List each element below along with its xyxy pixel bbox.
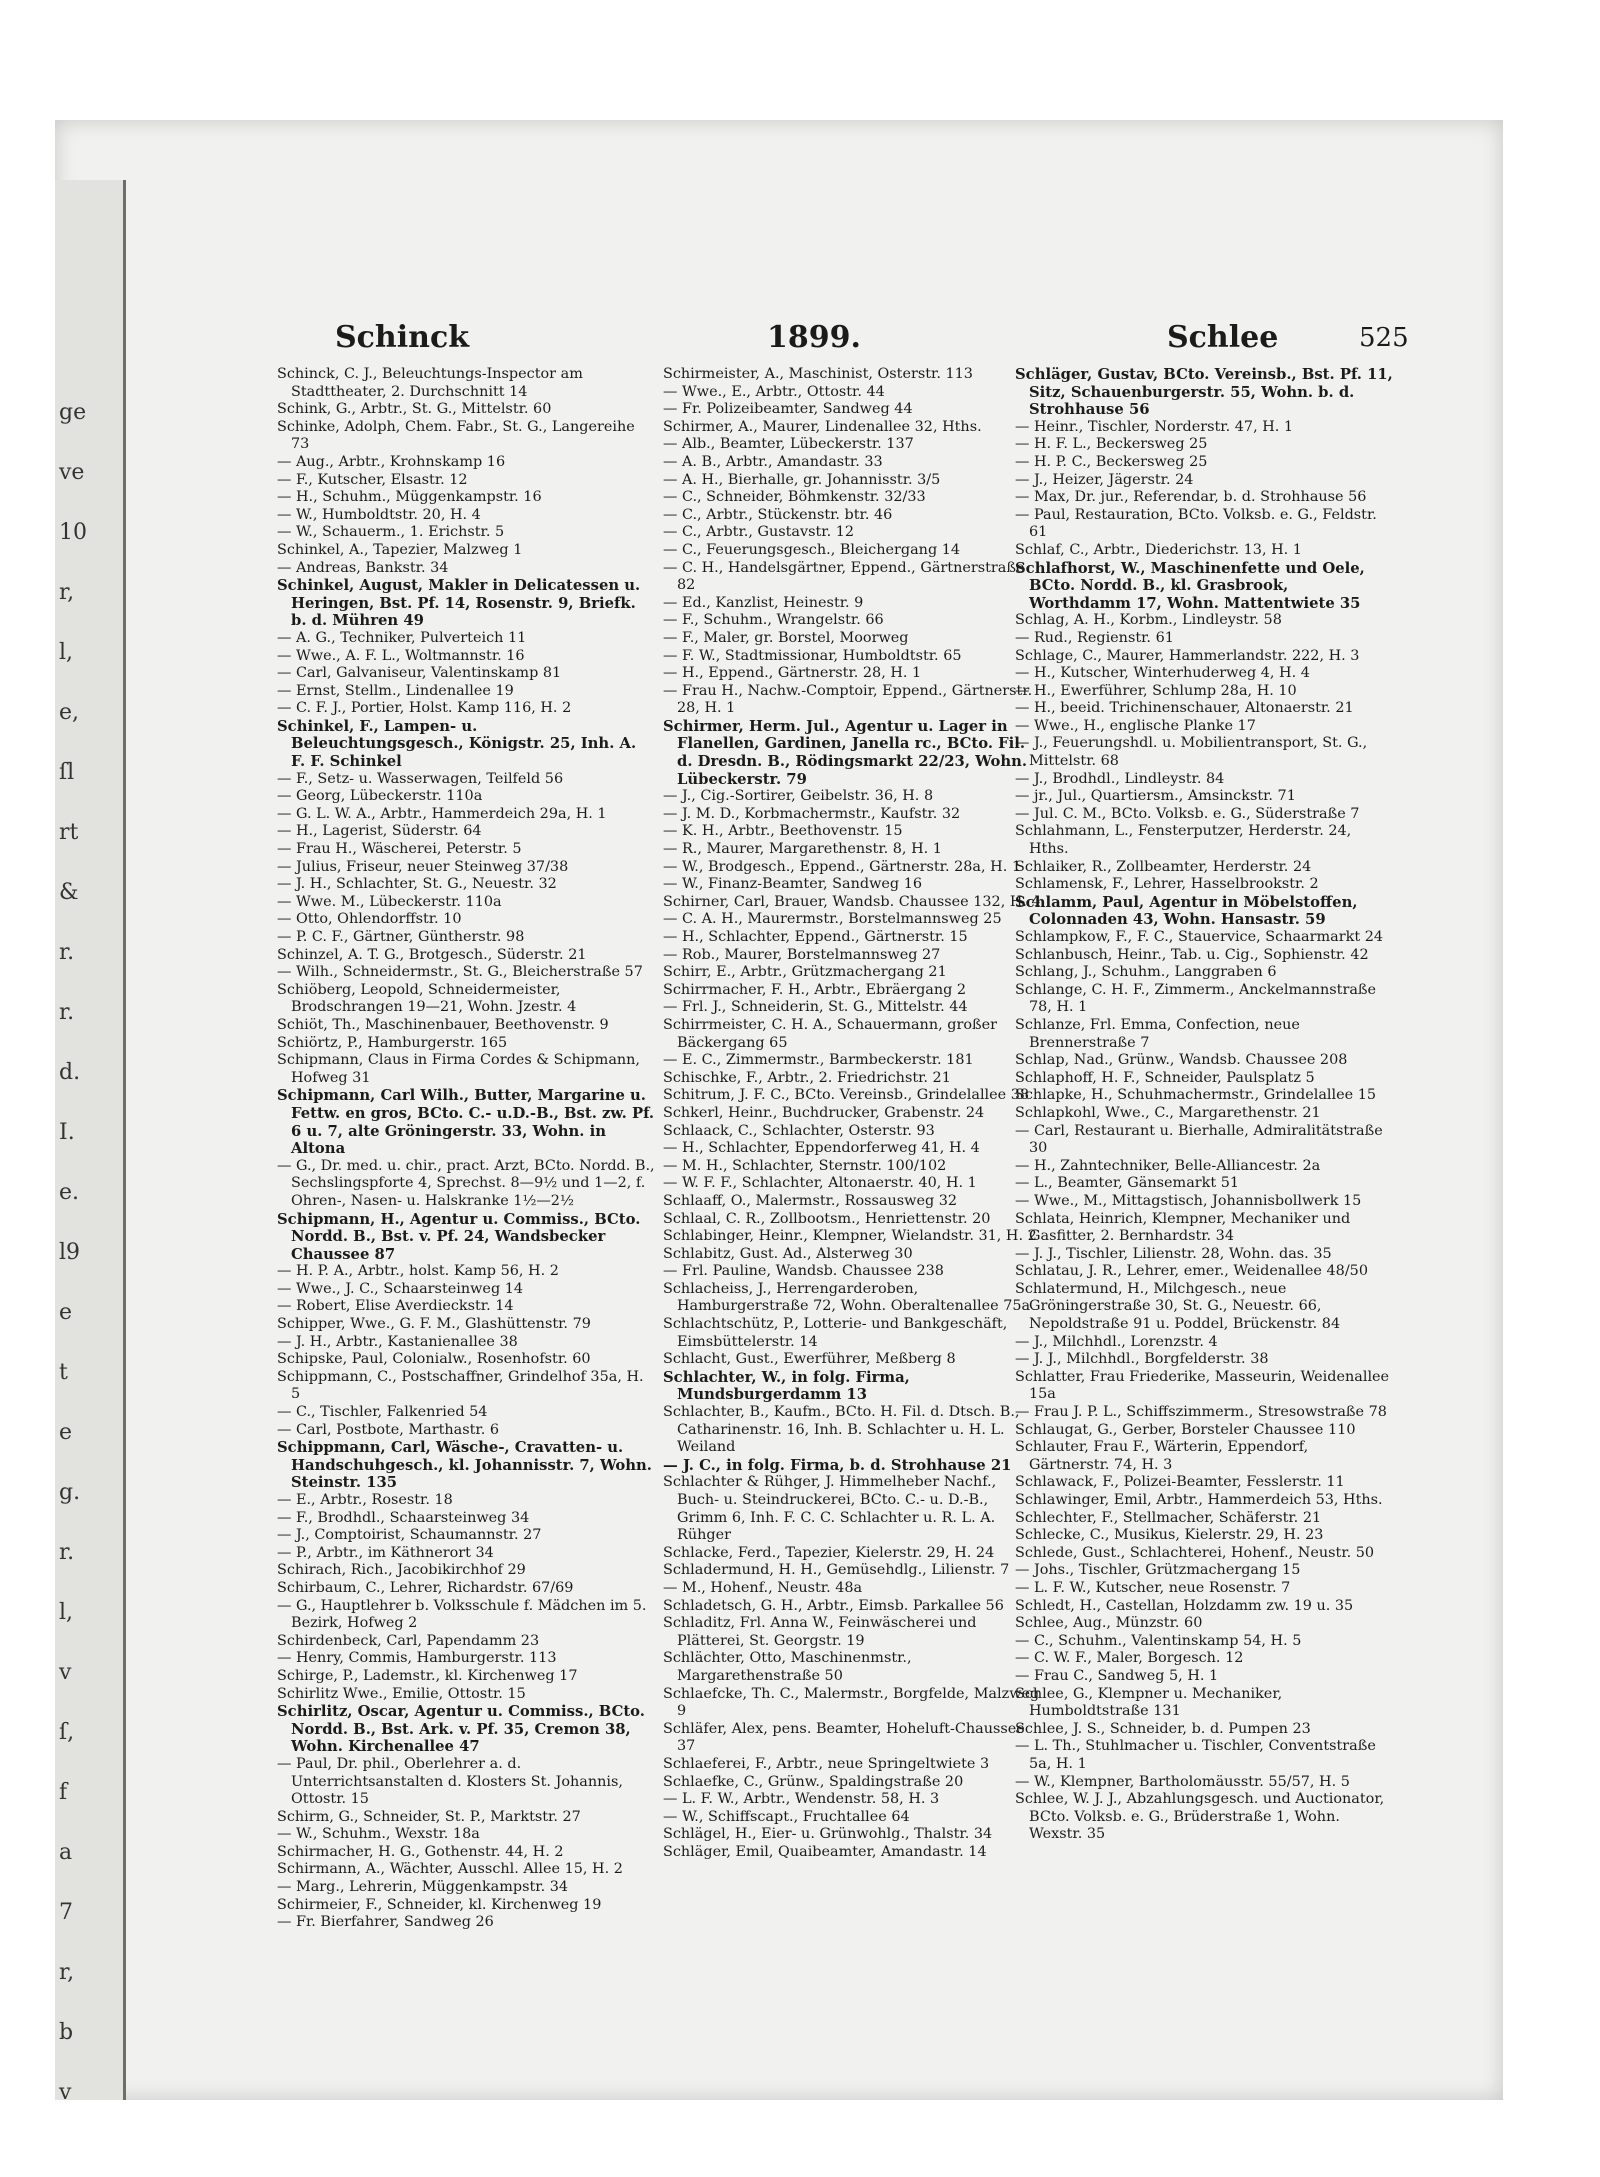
directory-entry: Schirlitz Wwe., Emilie, Ottostr. 15	[277, 1685, 526, 1702]
directory-entry: Schippmann, C., Postschaffner, Grindelhof 35a, H. 5	[277, 1368, 644, 1403]
directory-entry: — Heinr., Tischler, Norderstr. 47, H. 1	[1015, 418, 1294, 435]
directory-entry: Schirmeister, A., Maschinist, Osterstr. 113	[663, 366, 973, 382]
directory-entry: Schlachter & Rühger, J. Himmelheber Nachf., Buch- u. Steindruckerei, BCto. C.- u. D.-B., Grimm 6, Inh. F. C. C. Schlachter u. R. L. A. Rühger	[663, 1474, 997, 1544]
directory-entry: — L. F. W., Kutscher, neue Rosenstr. 7	[1015, 1579, 1291, 1596]
previous-page-fragment: r,	[59, 580, 75, 605]
directory-entry: Schläger, Gustav, BCto. Vereinsb., Bst. Pf. 11, Sitz, Schauenburgerstr. 55, Wohn. b. d. Strohhause 56	[1015, 366, 1393, 419]
directory-entry: — C. F. J., Portier, Holst. Kamp 116, H. 2	[277, 700, 572, 717]
directory-entry: — Ernst, Stellm., Lindenallee 19	[277, 682, 514, 699]
directory-entry: — C., Feuerungsgesch., Bleichergang 14	[663, 541, 961, 558]
directory-entry: — Carl, Galvaniseur, Valentinskamp 81	[277, 665, 562, 682]
header-year: 1899.	[767, 320, 861, 355]
directory-entry: — Frl. J., Schneiderin, St. G., Mittelstr. 44	[663, 999, 968, 1016]
directory-entry: — A. H., Bierhalle, gr. Johannisstr. 3/5	[663, 471, 941, 488]
directory-entry: Schirrmeister, C. H. A., Schauermann, großer Bäckergang 65	[663, 1016, 998, 1051]
directory-entry: — Robert, Elise Averdieckstr. 14	[277, 1298, 514, 1315]
directory-entry: — Paul, Restauration, BCto. Volksb. e. G., Feldstr. 61	[1015, 506, 1377, 541]
directory-entry: — Frau H., Nachw.-Comptoir, Eppend., Gärtnerstr. 28, H. 1	[663, 682, 1033, 717]
directory-entry: Schlanbusch, Heinr., Tab. u. Cig., Sophienstr. 42	[1015, 946, 1369, 963]
directory-entry: Schirdenbeck, Carl, Papendamm 23	[277, 1632, 540, 1649]
directory-entry: Schitrum, J. F. C., BCto. Vereinsb., Grindelallee 38	[663, 1087, 1030, 1104]
previous-page-fragment: l,	[59, 640, 74, 665]
directory-entry: — W. F. F., Schlachter, Altonaerstr. 40, H. 1	[663, 1175, 977, 1192]
directory-entry: Schlampkow, F., F. C., Stauervice, Schaarmarkt 24	[1015, 929, 1384, 945]
directory-entry: Schirmer, Herm. Jul., Agentur u. Lager in Flanellen, Gardinen, Janella rc., BCto. Fil. d. Dresdn. B., Rödingsmarkt 22/23, Wohn. Lübeckerstr. 79	[663, 717, 1028, 788]
directory-entry: Schipmann, H., Agentur u. Commiss., BCto. Nordd. B., Bst. v. Pf. 24, Wandsbecker Chaussee 87	[277, 1210, 641, 1263]
directory-entry: — A. B., Arbtr., Amandastr. 33	[663, 453, 883, 470]
previous-page-fragment: 7	[59, 1900, 73, 1925]
directory-entry: — H. F. L., Beckersweg 25	[1015, 436, 1208, 453]
directory-entry: Schläger, Emil, Quaibeamter, Amandastr. 14	[663, 1843, 987, 1860]
directory-entry: Schischke, F., Arbtr., 2. Friedrichstr. 21	[663, 1069, 951, 1086]
previous-page-fragment: r.	[59, 1540, 75, 1565]
directory-entry: — J., Milchhdl., Lorenzstr. 4	[1015, 1333, 1218, 1350]
directory-entry: Schlang, J., Schuhm., Langgraben 6	[1015, 964, 1277, 981]
directory-entry: — Wwe., J. C., Schaarsteinweg 14	[277, 1280, 524, 1297]
previous-page-fragment: &	[59, 880, 79, 905]
directory-entry: — Johs., Tischler, Grützmachergang 15	[1015, 1562, 1301, 1579]
directory-entry: — J. C., in folg. Firma, b. d. Strohhause 21	[663, 1456, 1012, 1474]
directory-entry: — J., Feuerungshdl. u. Mobilientransport, St. G., Mittelstr. 68	[1015, 735, 1368, 770]
directory-entry: Schirner, Carl, Brauer, Wandsb. Chaussee 132, H. 4	[663, 893, 1041, 910]
directory-entry: — Jul. C. M., BCto. Volksb. e. G., Süderstraße 7	[1015, 805, 1360, 822]
directory-entry: Schipmann, Carl Wilh., Butter, Margarine u. Fettw. en gros, BCto. C.- u.D.-B., Bst. zw. Pf. 6 u. 7, alte Gröningerstr. 33, Wohn. in Altona	[277, 1087, 655, 1158]
directory-entry: — Carl, Postbote, Marthastr. 6	[277, 1421, 500, 1438]
directory-entry: — H., Kutscher, Winterhuderweg 4, H. 4	[1015, 665, 1310, 682]
directory-entry: — H., beeid. Trichinenschauer, Altonaerstr. 21	[1015, 700, 1354, 717]
directory-entry: — Carl, Restaurant u. Bierhalle, Admiralitätstraße 30	[1015, 1122, 1383, 1157]
directory-entry: Schlap, Nad., Grünw., Wandsb. Chaussee 208	[1015, 1052, 1348, 1069]
directory-entry: Schlaeferei, F., Arbtr., neue Springeltwiete 3	[663, 1755, 990, 1772]
directory-entry: Schiörtz, P., Hamburgerstr. 165	[277, 1034, 508, 1051]
directory-entry: — F., Brodhdl., Schaarsteinweg 34	[277, 1509, 530, 1526]
directory-entry: Schläfer, Alex, pens. Beamter, Hoheluft-Chaussee 37	[663, 1720, 1025, 1755]
directory-entry: — J. J., Tischler, Lilienstr. 28, Wohn. das. 35	[1015, 1245, 1332, 1262]
directory-entry: Schlacheiss, J., Herrengarderoben, Hamburgerstraße 72, Wohn. Oberaltenallee 75a	[663, 1280, 1031, 1315]
directory-entry: Schipske, Paul, Colonialw., Rosenhofstr. 60	[277, 1351, 591, 1368]
previous-page-fragment: 10	[59, 520, 87, 545]
directory-entry: Schirge, P., Lademstr., kl. Kirchenweg 17	[277, 1667, 578, 1684]
directory-entry: — Ed., Kanzlist, Heinestr. 9	[663, 594, 864, 611]
directory-entry: — Aug., Arbtr., Krohnskamp 16	[277, 453, 506, 470]
directory-entry: Schlaefke, C., Grünw., Spaldingstraße 20	[663, 1773, 964, 1790]
directory-entry: — L. Th., Stuhlmacher u. Tischler, Conventstraße 5a, H. 1	[1015, 1738, 1376, 1772]
directory-entry: — H., Zahntechniker, Belle-Alliancestr. 2a	[1015, 1157, 1321, 1174]
directory-entry: — E. C., Zimmermstr., Barmbeckerstr. 181	[663, 1052, 974, 1069]
directory-entry: Schlabinger, Heinr., Klempner, Wielandstr. 31, H. 2	[663, 1228, 1037, 1245]
directory-entry: Schlede, Gust., Schlachterei, Hohenf., Neustr. 50	[1015, 1544, 1375, 1561]
directory-entry: — H. P. C., Beckersweg 25	[1015, 453, 1208, 470]
previous-page-fragment: v	[59, 1660, 72, 1685]
previous-page-fragment: e	[59, 1300, 73, 1325]
directory-entry: — G., Dr. med. u. chir., pract. Arzt, BCto. Nordd. B., Sechslingspforte 4, Sprechst. 8—9½ und 1—2, f. Ohren-, Nasen- u. Halskranke 1½—2½	[277, 1157, 655, 1209]
directory-entry: — C. W. F., Maler, Borgesch. 12	[1015, 1650, 1244, 1667]
directory-entry: Schlawinger, Emil, Arbtr., Hammerdeich 53, Hths.	[1015, 1492, 1383, 1508]
directory-entry: Schlauter, Frau F., Wärterin, Eppendorf, Gärtnerstr. 74, H. 3	[1015, 1439, 1309, 1473]
directory-entry: — F., Kutscher, Elsastr. 12	[277, 471, 468, 488]
directory-entry: Schlecke, C., Musikus, Kielerstr. 29, H. 23	[1015, 1527, 1324, 1544]
directory-entry: Schinck, C. J., Beleuchtungs-Inspector am Stadttheater, 2. Durchschnitt 14	[277, 366, 583, 400]
directory-entry: Schlacke, Ferd., Tapezier, Kielerstr. 29, H. 24	[663, 1544, 995, 1561]
directory-entry: — Wilh., Schneidermstr., St. G., Bleicherstraße 57	[277, 964, 643, 981]
directory-entry: — Frau H., Wäscherei, Peterstr. 5	[277, 841, 522, 858]
directory-entry: — C., Arbtr., Stückenstr. btr. 46	[663, 506, 893, 523]
directory-entry: Schlag, A. H., Korbm., Lindleystr. 58	[1015, 612, 1282, 629]
directory-entry: Schinke, Adolph, Chem. Fabr., St. G., Langereihe 73	[277, 418, 635, 453]
previous-page-fragment: r.	[59, 940, 75, 965]
directory-entry: Schirmeier, F., Schneider, kl. Kirchenweg 19	[277, 1896, 602, 1913]
previous-page-fragment: rt	[59, 820, 79, 845]
directory-entry: Schlata, Heinrich, Klempner, Mechaniker und Gasfitter, 2. Bernhardstr. 34	[1015, 1210, 1351, 1245]
directory-entry: — L. F. W., Arbtr., Wendenstr. 58, H. 3	[663, 1791, 940, 1808]
directory-entry: — H., Lagerist, Süderstr. 64	[277, 823, 482, 840]
previous-page-fragment: l9	[59, 1240, 81, 1265]
directory-entry: — Frau C., Sandweg 5, H. 1	[1015, 1667, 1219, 1684]
directory-entry: Schlange, C. H. F., Zimmerm., Anckelmannstraße 78, H. 1	[1015, 981, 1377, 1016]
page-header	[277, 320, 1409, 364]
directory-entry: — C., Tischler, Falkenried 54	[277, 1404, 488, 1421]
directory-entry: — Fr. Polizeibeamter, Sandweg 44	[663, 401, 913, 418]
directory-entry: Schiöt, Th., Maschinenbauer, Beethovenstr. 9	[277, 1016, 609, 1033]
directory-entry: — W., Klempner, Bartholomäusstr. 55/57, H. 5	[1015, 1773, 1350, 1790]
directory-entry: Schkerl, Heinr., Buchdrucker, Grabenstr. 24	[663, 1104, 985, 1121]
directory-entry: Schlee, G., Klempner u. Mechaniker, Humboldtstraße 131	[1015, 1685, 1283, 1720]
previous-page-fragment: d.	[59, 1060, 81, 1085]
previous-page-fragment: g.	[59, 1480, 81, 1505]
previous-page-fragment: ge	[59, 400, 87, 425]
previous-page-fragment: e,	[59, 700, 80, 725]
directory-entry: Schlamensk, F., Lehrer, Hasselbrookstr. 2	[1015, 876, 1319, 893]
directory-entry: — G., Hauptlehrer b. Volksschule f. Mädchen im 5. Bezirk, Hofweg 2	[277, 1597, 647, 1632]
directory-entry: Schlaphoff, H. F., Schneider, Paulsplatz 5	[1015, 1069, 1315, 1086]
previous-page-fragment: l,	[59, 1600, 74, 1625]
directory-entry: — J. H., Schlachter, St. G., Neuestr. 32	[277, 876, 557, 893]
directory-entry: Schlamm, Paul, Agentur in Möbelstoffen, Colonnaden 43, Wohn. Hansastr. 59	[1015, 893, 1358, 929]
directory-entry: — J. H., Arbtr., Kastanienallee 38	[277, 1333, 518, 1350]
directory-entry: — H., Ewerführer, Schlump 28a, H. 10	[1015, 682, 1297, 699]
directory-entry: — H., Schlachter, Eppend., Gärtnerstr. 15	[663, 929, 968, 945]
directory-entry: — Frl. Pauline, Wandsb. Chaussee 238	[663, 1263, 944, 1280]
previous-page-fragment: v	[59, 2080, 72, 2100]
directory-entry: — Fr. Bierfahrer, Sandweg 26	[277, 1914, 494, 1931]
directory-entry: — Alb., Beamter, Lübeckerstr. 137	[663, 436, 914, 453]
directory-entry: Schirmacher, H. G., Gothenstr. 44, H. 2	[277, 1843, 564, 1860]
directory-entry: — K. H., Arbtr., Beethovenstr. 15	[663, 823, 903, 840]
directory-entry: — P., Arbtr., im Käthnerort 34	[277, 1544, 494, 1561]
directory-entry: Schinkel, F., Lampen- u. Beleuchtungsgesch., Königstr. 25, Inh. A. F. F. Schinkel	[277, 717, 637, 771]
directory-entry: — Marg., Lehrerin, Müggenkampstr. 34	[277, 1879, 569, 1896]
directory-entry: Schlafhorst, W., Maschinenfette und Oele, BCto. Nordd. B., kl. Grasbrook, Worthdamm 17, Wohn. Mattentwiete 35	[1015, 559, 1365, 612]
directory-entry: — C., Schneider, Böhmkenstr. 32/33	[663, 489, 926, 506]
directory-entry: — J., Comptoirist, Schaumannstr. 27	[277, 1527, 542, 1544]
directory-entry: — M., Hohenf., Neustr. 48a	[663, 1579, 863, 1596]
directory-entry: — Henry, Commis, Hamburgerstr. 113	[277, 1650, 557, 1667]
directory-entry: Schlahmann, L., Fensterputzer, Herderstr. 24, Hths.	[1015, 823, 1352, 858]
directory-entry: — Andreas, Bankstr. 34	[277, 559, 449, 576]
directory-entry: Schlaaff, O., Malermstr., Rossausweg 32	[663, 1192, 958, 1209]
directory-entry: — Wwe., H., englische Planke 17	[1015, 717, 1256, 734]
directory-entry: Schirlitz, Oscar, Agentur u. Commiss., BCto. Nordd. B., Bst. Ark. v. Pf. 35, Cremon 38, Wohn. Kirchenallee 47	[277, 1703, 645, 1756]
directory-entry: Schirr, E., Arbtr., Grützmachergang 21	[663, 964, 947, 981]
directory-entry: — E., Arbtr., Rosestr. 18	[277, 1492, 453, 1508]
directory-entry: — W., Finanz-Beamter, Sandweg 16	[663, 876, 923, 893]
directory-entry: Schlee, W. J. J., Abzahlungsgesch. und Auctionator, BCto. Volksb. e. G., Brüderstraße 1, Wohn. Wexstr. 35	[1015, 1791, 1385, 1843]
directory-entry: — Wwe., E., Arbtr., Ottostr. 44	[663, 383, 885, 400]
directory-entry: — C. A. H., Maurermstr., Borstelmannsweg 25	[663, 911, 1002, 928]
directory-entry: — Wwe., A. F. L., Woltmannstr. 16	[277, 647, 525, 664]
directory-entry: Schlaefcke, Th. C., Malermstr., Borgfelde, Malzweg 9	[663, 1685, 1040, 1720]
directory-entry: Schipmann, Claus in Firma Cordes & Schipmann, Hofweg 31	[277, 1052, 641, 1086]
directory-entry: Schiöberg, Leopold, Schneidermeister, Brodschrangen 19—21, Wohn. Jzestr. 4	[277, 981, 577, 1016]
directory-entry: — A. G., Techniker, Pulverteich 11	[277, 629, 527, 646]
directory-entry: Schlaugat, G., Gerber, Borsteler Chaussee 110	[1015, 1421, 1356, 1438]
directory-entry: Schinkel, A., Tapezier, Malzweg 1	[277, 541, 523, 558]
directory-entry: Schippmann, Carl, Wäsche-, Cravatten- u. Handschuhgesch., kl. Johannisstr. 7, Wohn. Steinstr. 135	[277, 1439, 652, 1492]
directory-entry: — Wwe., M., Mittagstisch, Johannisbollwerk 15	[1015, 1192, 1362, 1209]
directory-entry: Schlägel, H., Eier- u. Grünwohlg., Thalstr. 34	[663, 1826, 993, 1843]
directory-entry: — Max, Dr. jur., Referendar, b. d. Strohhause 56	[1015, 489, 1367, 506]
previous-page-fragment: e	[59, 1420, 73, 1445]
previous-page-fragment: ſl	[59, 760, 75, 785]
directory-entry: — P. C. F., Gärtner, Güntherstr. 98	[277, 929, 525, 945]
previous-page-fragment: t	[59, 1360, 68, 1385]
directory-entry: — H., Eppend., Gärtnerstr. 28, H. 1	[663, 665, 922, 682]
directory-entry: Schlawack, F., Polizei-Beamter, Fesslerstr. 11	[1015, 1474, 1345, 1491]
directory-entry: — Rud., Regienstr. 61	[1015, 629, 1174, 646]
directory-entry: Schirmann, A., Wächter, Ausschl. Allee 15, H. 2	[277, 1861, 623, 1878]
directory-entry: Schlanze, Frl. Emma, Confection, neue Brennerstraße 7	[1015, 1016, 1300, 1051]
previous-page-fragment: a	[59, 1840, 73, 1865]
previous-page-fragment: e.	[59, 1180, 80, 1205]
directory-entry: — C. H., Handelsgärtner, Eppend., Gärtnerstraße 82	[663, 559, 1025, 594]
directory-entry: Schirbaum, C., Lehrer, Richardstr. 67/69	[277, 1579, 574, 1596]
directory-entry: — F., Schuhm., Wrangelstr. 66	[663, 612, 884, 629]
column-2	[663, 366, 1041, 2100]
previous-page-fragment: r,	[59, 1960, 75, 1985]
directory-entry: Schlapke, H., Schuhmachermstr., Grindelallee 15	[1015, 1087, 1377, 1104]
directory-entry: Schipper, Wwe., G. F. M., Glashüttenstr. 79	[277, 1316, 591, 1333]
directory-entry: Schladitz, Frl. Anna W., Feinwäscherei und Plätterei, St. Georgstr. 19	[663, 1615, 977, 1649]
directory-page	[55, 120, 1503, 2100]
directory-entry: Schladermund, H. H., Gemüsehdlg., Lilienstr. 7	[663, 1562, 1010, 1579]
page-number: 525	[1359, 323, 1409, 353]
directory-entry: Schlachter, W., in folg. Firma, Mundsburgerdamm 13	[663, 1368, 910, 1404]
directory-entry: — H. P. A., Arbtr., holst. Kamp 56, H. 2	[277, 1263, 559, 1280]
directory-entry: Schlachtschütz, P., Lotterie- und Bankgeschäft, Eimsbüttelerstr. 14	[663, 1316, 1008, 1350]
directory-entry: Schlatter, Frau Friederike, Masseurin, Weidenallee 15a	[1015, 1368, 1390, 1403]
previous-page-fragment: f	[59, 1780, 68, 1805]
directory-entry: Schirach, Rich., Jacobikirchhof 29	[277, 1562, 526, 1579]
directory-entry: Schlaiker, R., Zollbeamter, Herderstr. 24	[1015, 858, 1312, 875]
directory-entry: Schlatermund, H., Milchgesch., neue Gröningerstraße 30, St. G., Neuestr. 66, Nepoldstraße 91 u. Poddel, Brückenstr. 84	[1015, 1280, 1341, 1333]
directory-entry: — F., Maler, gr. Borstel, Moorweg	[663, 629, 909, 646]
directory-entry: — Frau J. P. L., Schiffszimmerm., Stresowstraße 78	[1015, 1404, 1387, 1421]
directory-entry: — jr., Jul., Quartiersm., Amsinckstr. 71	[1015, 788, 1296, 805]
directory-entry: — Julius, Friseur, neuer Steinweg 37/38	[277, 858, 569, 875]
directory-entry: — R., Maurer, Margarethenstr. 8, H. 1	[663, 841, 942, 858]
directory-entry: — G. L. W. A., Arbtr., Hammerdeich 29a, H. 1	[277, 805, 607, 822]
directory-entry: Schlabitz, Gust. Ad., Alsterweg 30	[663, 1245, 913, 1262]
directory-entry: — M. H., Schlachter, Sternstr. 100/102	[663, 1157, 947, 1174]
header-right-catchword: Schlee	[1167, 320, 1279, 355]
directory-entry: Schledt, H., Castellan, Holzdamm zw. 19 u. 35	[1015, 1597, 1354, 1614]
directory-entry: Schinzel, A. T. G., Brotgesch., Süderstr. 21	[277, 946, 587, 963]
directory-entry: Schlaal, C. R., Zollbootsm., Henriettenstr. 20	[663, 1210, 991, 1227]
previous-page-fragment: b	[59, 2020, 74, 2045]
previous-page-fragment: ve	[59, 460, 85, 485]
column-3	[1015, 366, 1393, 2100]
directory-entry: Schlächter, Otto, Maschinenmstr., Margarethenstraße 50	[663, 1650, 912, 1684]
directory-entry: — W., Humboldtstr. 20, H. 4	[277, 506, 481, 523]
directory-entry: Schlee, Aug., Münzstr. 60	[1015, 1615, 1203, 1632]
directory-entry: Schlee, J. S., Schneider, b. d. Pumpen 23	[1015, 1720, 1311, 1737]
directory-entry: — Wwe. M., Lübeckerstr. 110a	[277, 893, 502, 910]
directory-entry: — Paul, Dr. phil., Oberlehrer a. d. Unterrichtsanstalten d. Klosters St. Johannis, Ottostr. 15	[277, 1755, 623, 1808]
directory-entry: Schirmer, A., Maurer, Lindenallee 32, Hths.	[663, 418, 982, 435]
directory-entry: — J., Brodhdl., Lindleystr. 84	[1015, 770, 1225, 787]
directory-entry: Schinkel, August, Makler in Delicatessen u. Heringen, Bst. Pf. 14, Rosenstr. 9, Briefk. b. d. Mühren 49	[277, 577, 641, 630]
directory-entry: — W., Brodgesch., Eppend., Gärtnerstr. 28a, H. 1	[663, 858, 1022, 875]
column-1	[277, 366, 655, 2100]
directory-entry: — H., Schuhm., Müggenkampstr. 16	[277, 489, 542, 506]
directory-entry: — L., Beamter, Gänsemarkt 51	[1015, 1175, 1240, 1192]
directory-entry: Schlapkohl, Wwe., C., Margarethenstr. 21	[1015, 1104, 1321, 1121]
directory-entry: Schlaf, C., Arbtr., Diederichstr. 13, H. 1	[1015, 541, 1302, 558]
directory-entry: — Georg, Lübeckerstr. 110a	[277, 788, 483, 805]
directory-entry: — W., Schuhm., Wexstr. 18a	[277, 1826, 480, 1843]
directory-entry: Schladetsch, G. H., Arbtr., Eimsb. Parkallee 56	[663, 1597, 1004, 1614]
directory-entry: Schlacht, Gust., Ewerführer, Meßberg 8	[663, 1351, 956, 1368]
directory-entry: — J., Cig.-Sortirer, Geibelstr. 36, H. 8	[663, 788, 934, 805]
directory-entry: — F. W., Stadtmissionar, Humboldtstr. 65	[663, 647, 962, 664]
previous-page-fragment: r.	[59, 1000, 75, 1025]
directory-entry: — W., Schauerm., 1. Erichstr. 5	[277, 524, 505, 541]
directory-entry: Schirm, G., Schneider, St. P., Marktstr. 27	[277, 1808, 581, 1825]
directory-entry: — Otto, Ohlendorffstr. 10	[277, 911, 462, 928]
directory-entry: Schlatau, J. R., Lehrer, emer., Weidenallee 48/50	[1015, 1263, 1368, 1280]
directory-entry: — H., Schlachter, Eppendorferweg 41, H. 4	[663, 1140, 980, 1157]
previous-page-fragment: ſ,	[59, 1720, 75, 1745]
directory-entry: Schink, G., Arbtr., St. G., Mittelstr. 60	[277, 401, 552, 418]
previous-page-fragment: I.	[59, 1120, 75, 1145]
directory-entry: — C., Schuhm., Valentinskamp 54, H. 5	[1015, 1632, 1302, 1649]
directory-entry: Schlaack, C., Schlachter, Osterstr. 93	[663, 1122, 935, 1139]
directory-entry: Schlechter, F., Stellmacher, Schäferstr. 21	[1015, 1509, 1322, 1526]
header-left-catchword: Schinck	[335, 320, 470, 355]
directory-entry: — F., Setz- u. Wasserwagen, Teilfeld 56	[277, 770, 564, 787]
directory-entry: — W., Schiffscapt., Fruchtallee 64	[663, 1808, 910, 1825]
directory-entry: Schirrmacher, F. H., Arbtr., Ebräergang 2	[663, 981, 967, 998]
directory-entry: — J. J., Milchhdl., Borgfelderstr. 38	[1015, 1351, 1269, 1368]
directory-entry: Schlage, C., Maurer, Hammerlandstr. 222, H. 3	[1015, 647, 1360, 664]
directory-entry: — J. M. D., Korbmachermstr., Kaufstr. 32	[663, 805, 961, 822]
directory-entry: — J., Heizer, Jägerstr. 24	[1015, 471, 1194, 488]
directory-entry: — Rob., Maurer, Borstelmannsweg 27	[663, 946, 941, 963]
directory-entry: — C., Arbtr., Gustavstr. 12	[663, 524, 855, 541]
previous-page-edge	[55, 180, 126, 2100]
directory-entry: Schlachter, B., Kaufm., BCto. H. Fil. d. Dtsch. B., Catharinenstr. 16, Inh. B. Schlachter u. H. L. Weiland	[663, 1404, 1020, 1456]
